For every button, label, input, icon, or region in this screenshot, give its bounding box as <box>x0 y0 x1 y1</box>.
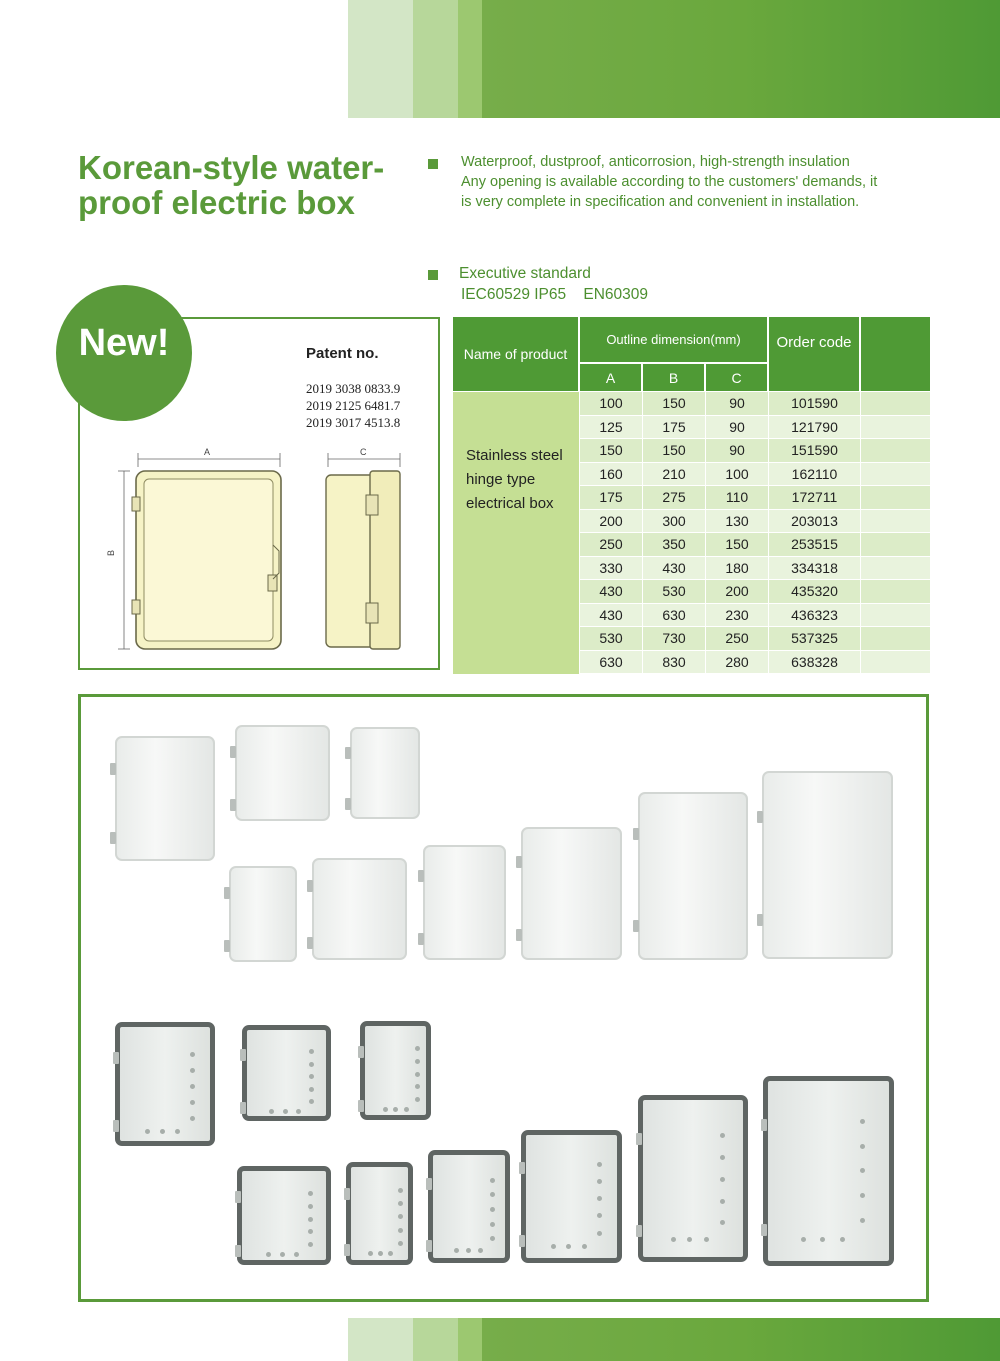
mount-boss-icon <box>160 1129 165 1134</box>
hinge-icon <box>636 1133 642 1145</box>
header-band-4 <box>482 0 1000 118</box>
table-cell-b: 350 <box>643 533 705 556</box>
table-cell-c: 90 <box>706 392 768 415</box>
hinge-icon <box>418 870 424 882</box>
table-cell-c: 250 <box>706 627 768 650</box>
hinge-icon <box>307 880 313 892</box>
table-cell-a: 150 <box>580 439 642 462</box>
header-band-2 <box>413 0 458 118</box>
mount-boss-icon <box>671 1237 676 1242</box>
mount-boss-icon <box>490 1192 495 1197</box>
table-cell-blank <box>861 580 930 603</box>
header-outline: Outline dimension(mm) <box>606 332 741 347</box>
mount-boss-icon <box>466 1248 471 1253</box>
table-cell-code: 172711 <box>769 486 860 509</box>
mount-boss-icon <box>720 1133 725 1138</box>
hinge-icon <box>307 937 313 949</box>
footer-band-1 <box>348 1318 413 1361</box>
enclosure-image <box>237 1166 331 1265</box>
mount-boss-icon <box>280 1252 285 1257</box>
hinge-icon <box>113 1052 119 1064</box>
mount-boss-icon <box>720 1199 725 1204</box>
hinge-icon <box>358 1046 364 1058</box>
mount-boss-icon <box>597 1162 602 1167</box>
table-cell-blank <box>861 651 930 674</box>
dim-label-b: B <box>106 549 117 557</box>
mount-boss-icon <box>720 1177 725 1182</box>
hinge-icon <box>516 929 522 941</box>
hinge-icon <box>516 856 522 868</box>
hinge-icon <box>633 828 639 840</box>
page-title <box>78 150 418 220</box>
table-cell-c: 150 <box>706 533 768 556</box>
mount-boss-icon <box>190 1068 195 1073</box>
mount-boss-icon <box>597 1213 602 1218</box>
mount-boss-icon <box>190 1100 195 1105</box>
patent-number-2: 2019 2125 6481.7 <box>306 398 401 413</box>
table-cell-blank <box>861 604 930 627</box>
mount-boss-icon <box>309 1087 314 1092</box>
mount-boss-icon <box>269 1109 274 1114</box>
mount-boss-icon <box>860 1193 865 1198</box>
table-cell-b: 210 <box>643 463 705 486</box>
hinge-icon <box>761 1119 767 1131</box>
mount-boss-icon <box>378 1251 383 1256</box>
hinge-icon <box>761 1224 767 1236</box>
hinge-icon <box>418 933 424 945</box>
table-cell-b: 530 <box>643 580 705 603</box>
mount-boss-icon <box>398 1228 403 1233</box>
table-cell-b: 300 <box>643 510 705 533</box>
mount-boss-icon <box>309 1074 314 1079</box>
table-cell-blank <box>861 439 930 462</box>
mount-boss-icon <box>383 1107 388 1112</box>
mount-boss-icon <box>415 1072 420 1077</box>
mount-boss-icon <box>490 1236 495 1241</box>
mount-boss-icon <box>190 1116 195 1121</box>
mount-boss-icon <box>398 1241 403 1246</box>
mount-boss-icon <box>860 1168 865 1173</box>
standard-value: IEC60529 IP65 EN60309 <box>461 286 648 303</box>
mount-boss-icon <box>398 1188 403 1193</box>
dim-label-c: C <box>360 447 367 457</box>
table-cell-blank <box>861 416 930 439</box>
footer-band-4 <box>482 1318 1000 1361</box>
mount-boss-icon <box>368 1251 373 1256</box>
hinge-icon <box>344 1244 350 1256</box>
table-cell-a: 430 <box>580 604 642 627</box>
table-cell-code: 203013 <box>769 510 860 533</box>
enclosure-image <box>423 845 506 960</box>
hinge-icon <box>110 832 116 844</box>
mount-boss-icon <box>490 1207 495 1212</box>
mount-boss-icon <box>860 1119 865 1124</box>
hinge-icon <box>519 1235 525 1247</box>
mount-boss-icon <box>308 1242 313 1247</box>
mount-boss-icon <box>309 1062 314 1067</box>
mount-boss-icon <box>801 1237 806 1242</box>
enclosure-image <box>350 727 420 819</box>
mount-boss-icon <box>720 1220 725 1225</box>
enclosure-image <box>763 1076 894 1266</box>
header-outline-cell <box>580 317 768 363</box>
table-cell-a: 160 <box>580 463 642 486</box>
table-cell-code: 101590 <box>769 392 860 415</box>
table-cell-blank <box>861 463 930 486</box>
table-cell-b: 730 <box>643 627 705 650</box>
header-name-cell <box>453 317 579 391</box>
table-cell-c: 90 <box>706 416 768 439</box>
table-cell-c: 280 <box>706 651 768 674</box>
dim-label-a: A <box>204 447 211 457</box>
mount-boss-icon <box>582 1244 587 1249</box>
mount-boss-icon <box>308 1217 313 1222</box>
mount-boss-icon <box>840 1237 845 1242</box>
table-cell-blank <box>861 627 930 650</box>
enclosure-image <box>638 792 748 960</box>
table-cell-blank <box>861 510 930 533</box>
hinge-icon <box>224 940 230 952</box>
footer-band-2 <box>413 1318 458 1361</box>
mount-boss-icon <box>597 1179 602 1184</box>
mount-boss-icon <box>393 1107 398 1112</box>
header-band-1 <box>348 0 413 118</box>
table-cell-c: 200 <box>706 580 768 603</box>
hinge-icon <box>636 1225 642 1237</box>
hinge-icon <box>230 746 236 758</box>
product-name-line-2: hinge type <box>466 471 536 488</box>
bullet-icon <box>428 270 438 280</box>
mount-boss-icon <box>283 1109 288 1114</box>
mount-boss-icon <box>415 1097 420 1102</box>
header-sub-c-label: C <box>731 369 742 386</box>
table-cell-code: 151590 <box>769 439 860 462</box>
mount-boss-icon <box>308 1191 313 1196</box>
table-cell-b: 175 <box>643 416 705 439</box>
header-sub-a-label: A <box>605 369 616 386</box>
mount-boss-icon <box>597 1196 602 1201</box>
hinge-icon <box>633 920 639 932</box>
patent-number-1: 2019 3038 0833.9 <box>306 381 401 396</box>
hinge-icon <box>426 1178 432 1190</box>
mount-boss-icon <box>415 1059 420 1064</box>
hinge-icon <box>230 799 236 811</box>
mount-boss-icon <box>478 1248 483 1253</box>
mount-boss-icon <box>704 1237 709 1242</box>
table-cell-blank <box>861 392 930 415</box>
table-cell-code: 537325 <box>769 627 860 650</box>
feature-line-1: Waterproof, dustproof, anticorrosion, high-strength insulation <box>461 154 850 170</box>
table-cell-a: 630 <box>580 651 642 674</box>
title-line-1: Korean-style water- <box>78 149 385 186</box>
mount-boss-icon <box>404 1107 409 1112</box>
hinge-icon <box>240 1049 246 1061</box>
new-badge-label: New! <box>78 322 170 364</box>
patent-number-3: 2019 3017 4513.8 <box>306 415 401 430</box>
header-name: Name of product <box>463 346 568 362</box>
table-cell-code: 253515 <box>769 533 860 556</box>
product-name-line-1: Stainless steel <box>466 447 563 464</box>
table-cell-c: 130 <box>706 510 768 533</box>
bullet-icon <box>428 159 438 169</box>
mount-boss-icon <box>296 1109 301 1114</box>
mount-boss-icon <box>388 1251 393 1256</box>
hinge-icon <box>113 1120 119 1132</box>
hinge-icon <box>519 1162 525 1174</box>
hinge-icon <box>757 914 763 926</box>
mount-boss-icon <box>294 1252 299 1257</box>
mount-boss-icon <box>454 1248 459 1253</box>
header-order: Order code <box>776 334 852 351</box>
table-cell-code: 435320 <box>769 580 860 603</box>
enclosure-image <box>521 1130 622 1263</box>
title-line-2: proof electric box <box>78 184 355 221</box>
table-cell-b: 630 <box>643 604 705 627</box>
header-order-cell <box>769 317 860 391</box>
patent-title: Patent no. <box>306 345 379 362</box>
enclosure-image <box>762 771 893 959</box>
table-cell-c: 100 <box>706 463 768 486</box>
footer-band-3 <box>458 1318 482 1361</box>
header-band-3 <box>458 0 482 118</box>
hinge-icon <box>345 798 351 810</box>
mount-boss-icon <box>597 1231 602 1236</box>
enclosure-image <box>521 827 622 960</box>
hinge-icon <box>358 1100 364 1112</box>
mount-boss-icon <box>551 1244 556 1249</box>
spec-table <box>453 317 930 674</box>
enclosure-image <box>115 736 215 861</box>
table-cell-a: 175 <box>580 486 642 509</box>
table-cell-blank <box>861 486 930 509</box>
table-cell-a: 330 <box>580 557 642 580</box>
table-cell-c: 180 <box>706 557 768 580</box>
enclosure-image <box>115 1022 215 1146</box>
table-cell-a: 125 <box>580 416 642 439</box>
hinge-icon <box>426 1240 432 1252</box>
enclosure-image <box>235 725 330 821</box>
enclosure-image <box>229 866 297 962</box>
hinge-icon <box>110 763 116 775</box>
table-cell-code: 162110 <box>769 463 860 486</box>
mount-boss-icon <box>398 1201 403 1206</box>
dimension-drawing <box>108 445 418 655</box>
header-sub-a <box>580 364 642 391</box>
enclosure-image <box>428 1150 510 1263</box>
mount-boss-icon <box>308 1204 313 1209</box>
header-sub-b <box>643 364 705 391</box>
table-cell-a: 250 <box>580 533 642 556</box>
enclosure-image <box>360 1021 431 1120</box>
header-sub-c <box>706 364 768 391</box>
mount-boss-icon <box>720 1155 725 1160</box>
table-cell-code: 334318 <box>769 557 860 580</box>
mount-boss-icon <box>309 1049 314 1054</box>
enclosure-image <box>638 1095 748 1262</box>
enclosure-image <box>312 858 407 960</box>
table-cell-b: 430 <box>643 557 705 580</box>
mount-boss-icon <box>490 1222 495 1227</box>
table-cell-code: 121790 <box>769 416 860 439</box>
mount-boss-icon <box>145 1129 150 1134</box>
hinge-icon <box>235 1191 241 1203</box>
mount-boss-icon <box>309 1099 314 1104</box>
hinge-icon <box>224 887 230 899</box>
mount-boss-icon <box>415 1084 420 1089</box>
table-cell-c: 110 <box>706 486 768 509</box>
mount-boss-icon <box>490 1178 495 1183</box>
table-cell-code: 638328 <box>769 651 860 674</box>
table-cell-blank <box>861 557 930 580</box>
mount-boss-icon <box>415 1046 420 1051</box>
mount-boss-icon <box>860 1218 865 1223</box>
enclosure-image <box>242 1025 331 1121</box>
header-sub-b-label: B <box>668 369 679 386</box>
mount-boss-icon <box>820 1237 825 1242</box>
table-cell-blank <box>861 533 930 556</box>
standard-label: Executive standard <box>459 265 591 282</box>
hinge-icon <box>345 747 351 759</box>
feature-line-2: Any opening is available according to the customers' demands, it <box>461 174 878 190</box>
table-cell-a: 430 <box>580 580 642 603</box>
hinge-icon <box>757 811 763 823</box>
table-cell-a: 200 <box>580 510 642 533</box>
mount-boss-icon <box>175 1129 180 1134</box>
table-cell-c: 230 <box>706 604 768 627</box>
feature-line-3: is very complete in specification and convenient in installation. <box>461 194 860 210</box>
mount-boss-icon <box>190 1052 195 1057</box>
table-cell-code: 436323 <box>769 604 860 627</box>
mount-boss-icon <box>308 1229 313 1234</box>
mount-boss-icon <box>860 1144 865 1149</box>
table-cell-b: 275 <box>643 486 705 509</box>
hinge-icon <box>235 1245 241 1257</box>
table-cell-a: 100 <box>580 392 642 415</box>
enclosure-image <box>346 1162 413 1265</box>
table-cell-c: 90 <box>706 439 768 462</box>
header-blank-cell <box>861 317 930 391</box>
table-cell-b: 150 <box>643 392 705 415</box>
table-cell-a: 530 <box>580 627 642 650</box>
product-name-line-3: electrical box <box>466 495 554 512</box>
mount-boss-icon <box>266 1252 271 1257</box>
mount-boss-icon <box>687 1237 692 1242</box>
table-cell-b: 150 <box>643 439 705 462</box>
mount-boss-icon <box>566 1244 571 1249</box>
mount-boss-icon <box>190 1084 195 1089</box>
hinge-icon <box>240 1102 246 1114</box>
hinge-icon <box>344 1188 350 1200</box>
product-name-cell <box>453 392 579 674</box>
table-cell-b: 830 <box>643 651 705 674</box>
mount-boss-icon <box>398 1214 403 1219</box>
